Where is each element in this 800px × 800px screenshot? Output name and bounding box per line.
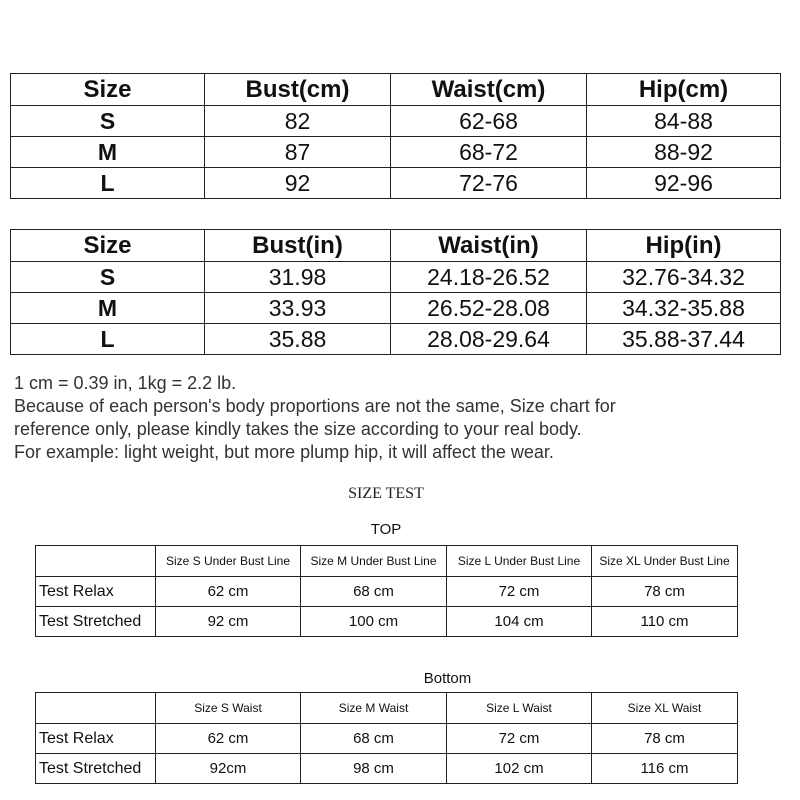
value-cell: 116 cm [592, 754, 738, 784]
value-cell: 72 cm [447, 577, 592, 607]
value-cell: 98 cm [301, 754, 447, 784]
header-size: Size [11, 230, 205, 262]
table-header-row [36, 546, 738, 577]
value-cell: 104 cm [447, 607, 592, 637]
value-cell: 68 cm [301, 577, 447, 607]
hip-cell: 35.88-37.44 [587, 324, 781, 355]
row-label: Test Stretched [36, 754, 156, 784]
value-cell: 78 cm [592, 577, 738, 607]
header-size-m: Size M Waist [301, 693, 447, 724]
value-cell: 92cm [156, 754, 301, 784]
header-hip: Hip(in) [587, 230, 781, 262]
header-size: Size [11, 74, 205, 106]
top-caption: TOP [370, 521, 402, 538]
header-waist: Waist(in) [391, 230, 587, 262]
bust-cell: 31.98 [205, 262, 391, 293]
header-size-xl: Size XL Under Bust Line [592, 546, 738, 577]
header-size-xl: Size XL Waist [592, 693, 738, 724]
header-size-m: Size M Under Bust Line [301, 546, 447, 577]
table-row [36, 577, 738, 607]
hip-cell: 92-96 [587, 168, 781, 199]
table-row [11, 324, 781, 355]
bust-cell: 33.93 [205, 293, 391, 324]
header-empty [36, 693, 156, 724]
row-label: Test Stretched [36, 607, 156, 637]
hip-cell: 84-88 [587, 106, 781, 137]
bust-cell: 82 [205, 106, 391, 137]
table-row [36, 607, 738, 637]
value-cell: 102 cm [447, 754, 592, 784]
value-cell: 100 cm [301, 607, 447, 637]
bust-cell: 92 [205, 168, 391, 199]
size-cell: S [11, 106, 205, 137]
size-cell: L [11, 168, 205, 199]
size-cell: L [11, 324, 205, 355]
header-size-s: Size S Under Bust Line [156, 546, 301, 577]
waist-cell: 26.52-28.08 [391, 293, 587, 324]
bottom-caption: Bottom [423, 670, 472, 687]
bottom-test-table [35, 692, 738, 784]
hip-cell: 34.32-35.88 [587, 293, 781, 324]
header-size-l: Size L Under Bust Line [447, 546, 592, 577]
waist-cell: 24.18-26.52 [391, 262, 587, 293]
header-bust: Bust(cm) [205, 74, 391, 106]
table-row [36, 754, 738, 784]
header-size-s: Size S Waist [156, 693, 301, 724]
value-cell: 72 cm [447, 724, 592, 754]
bust-cell: 87 [205, 137, 391, 168]
table-header-row [36, 693, 738, 724]
table-row [11, 137, 781, 168]
bust-cell: 35.88 [205, 324, 391, 355]
size-cell: M [11, 293, 205, 324]
header-empty [36, 546, 156, 577]
table-row [11, 106, 781, 137]
top-test-table [35, 545, 738, 637]
size-test-title: SIZE TEST [348, 485, 424, 502]
row-label: Test Relax [36, 724, 156, 754]
table-row [36, 724, 738, 754]
value-cell: 110 cm [592, 607, 738, 637]
header-bust: Bust(in) [205, 230, 391, 262]
header-size-l: Size L Waist [447, 693, 592, 724]
conversion-note: 1 cm = 0.39 in, 1kg = 2.2 lb. [14, 373, 237, 393]
size-chart-cm [10, 73, 781, 199]
header-hip: Hip(cm) [587, 74, 781, 106]
table-header-row [11, 230, 781, 262]
header-waist: Waist(cm) [391, 74, 587, 106]
size-chart-in [10, 229, 781, 355]
value-cell: 92 cm [156, 607, 301, 637]
disclaimer-line: Because of each person's body proportions are not the same, Size chart for [14, 396, 616, 416]
table-row [11, 262, 781, 293]
value-cell: 78 cm [592, 724, 738, 754]
waist-cell: 72-76 [391, 168, 587, 199]
size-cell: S [11, 262, 205, 293]
table-row [11, 293, 781, 324]
hip-cell: 88-92 [587, 137, 781, 168]
example-note: For example: light weight, but more plump hip, it will affect the wear. [14, 442, 554, 462]
size-notes [14, 372, 784, 464]
size-cell: M [11, 137, 205, 168]
hip-cell: 32.76-34.32 [587, 262, 781, 293]
value-cell: 62 cm [156, 577, 301, 607]
waist-cell: 62-68 [391, 106, 587, 137]
table-row [11, 168, 781, 199]
value-cell: 62 cm [156, 724, 301, 754]
table-header-row [11, 74, 781, 106]
waist-cell: 28.08-29.64 [391, 324, 587, 355]
disclaimer-line: reference only, please kindly takes the size according to your real body. [14, 419, 582, 439]
waist-cell: 68-72 [391, 137, 587, 168]
value-cell: 68 cm [301, 724, 447, 754]
row-label: Test Relax [36, 577, 156, 607]
